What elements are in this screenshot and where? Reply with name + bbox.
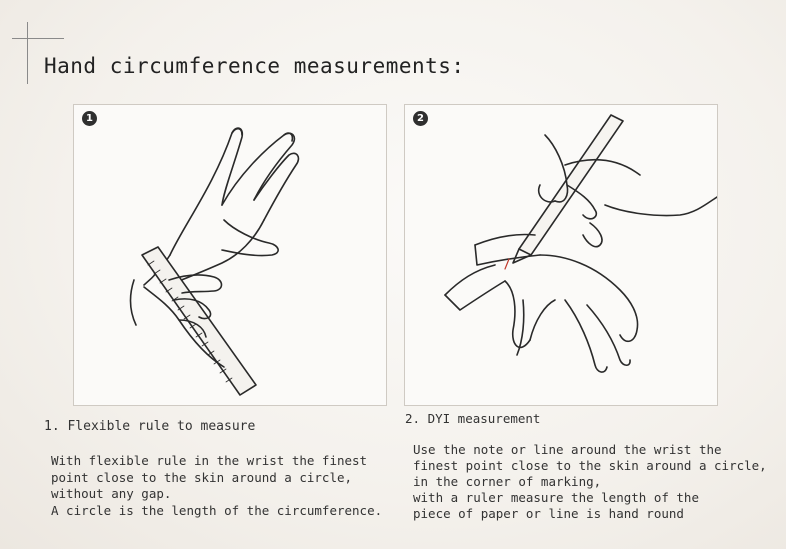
- step-badge-2: 2: [413, 111, 428, 126]
- step-badge-1: 1: [82, 111, 97, 126]
- step-2-description: [413, 442, 767, 522]
- illustration-panel-1: [73, 104, 387, 406]
- step-2-heading: 2. DYI measurement: [405, 411, 541, 426]
- step-2-line: in the corner of marking,: [413, 474, 602, 489]
- step-2-line: Use the note or line around the wrist the: [413, 442, 722, 457]
- page-title: Hand circumference measurements:: [44, 54, 465, 78]
- step-1-heading: 1. Flexible rule to measure: [44, 419, 256, 434]
- step-2-line: piece of paper or line is hand round: [413, 506, 684, 521]
- step-1-line: With flexible rule in the wrist the finest: [51, 453, 368, 468]
- illustration-panel-2: [404, 104, 718, 406]
- step-2-line: with a ruler measure the length of the: [413, 490, 699, 505]
- step-2-line: finest point close to the skin around a circle,: [413, 458, 767, 473]
- corner-decoration-horizontal: [12, 38, 64, 39]
- corner-decoration-vertical: [27, 22, 28, 84]
- step-1-line: without any gap.: [51, 486, 172, 501]
- hand-with-flexible-rule-icon: [74, 105, 386, 405]
- step-1-line: A circle is the length of the circumference.: [51, 502, 383, 518]
- step-1-line: point close to the skin around a circle,: [51, 469, 353, 485]
- step-1-description: [51, 453, 382, 519]
- hand-with-paper-strip-and-pen-icon: [405, 105, 717, 405]
